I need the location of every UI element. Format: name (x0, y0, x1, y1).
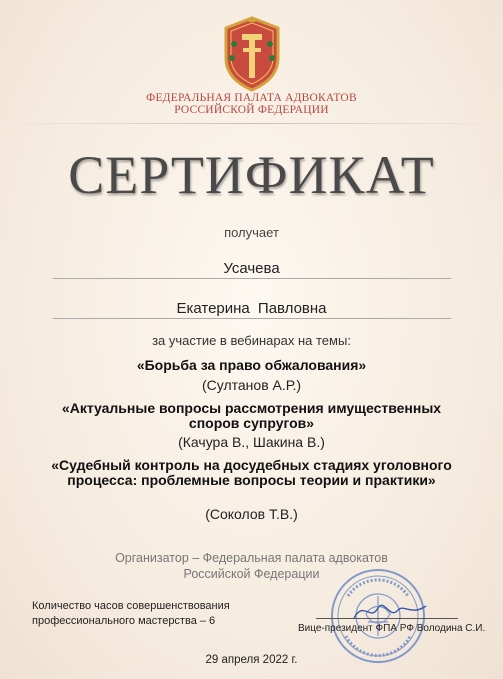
hours-line1: Количество часов совершенствования (32, 600, 230, 612)
certificate-title: СЕРТИФИКАТ (68, 145, 435, 205)
issue-date: 29 апреля 2022 г. (205, 654, 298, 666)
topic-author: (Султанов А.Р.) (202, 377, 301, 393)
topic-title: «Борьба за право обжалования» (136, 357, 367, 373)
signature-icon (350, 596, 430, 626)
recipient-surname: Усачева (223, 260, 280, 277)
organizer-line1: Организатор – Федеральная палата адвокатов (115, 551, 388, 565)
hours-line2: профессионального мастерства – 6 (32, 615, 216, 627)
topic-title: «Актуальные вопросы рассмотрения имущественных споров супругов» (61, 400, 442, 431)
name-underline (53, 318, 451, 319)
signatory-title: Вице-президент ФПА РФ Володина С.И. (298, 623, 486, 634)
fpa-emblem-icon (220, 14, 284, 92)
recipient-name: Екатерина Павловна (176, 300, 327, 317)
surname-underline (53, 278, 451, 279)
hours-text (32, 599, 230, 629)
topic-title: «Судебный контроль на досудебных стадиях уголовного процесса: проблемные вопросы теории и практики» (51, 457, 452, 488)
header-divider (0, 123, 503, 124)
receives-label: получает (224, 225, 279, 240)
organization-name-line2: РОССИЙСКОЙ ФЕДЕРАЦИИ (174, 104, 329, 116)
organizer-line2: Российской Федерации (183, 567, 320, 581)
topic-author: (Качура В., Шакина В.) (178, 434, 325, 450)
topic-author: (Соколов Т.В.) (205, 506, 298, 522)
organization-name-line1: ФЕДЕРАЛЬНАЯ ПАЛАТА АДВОКАТОВ (146, 92, 357, 104)
participation-text: за участие в вебинарах на темы: (152, 333, 351, 348)
